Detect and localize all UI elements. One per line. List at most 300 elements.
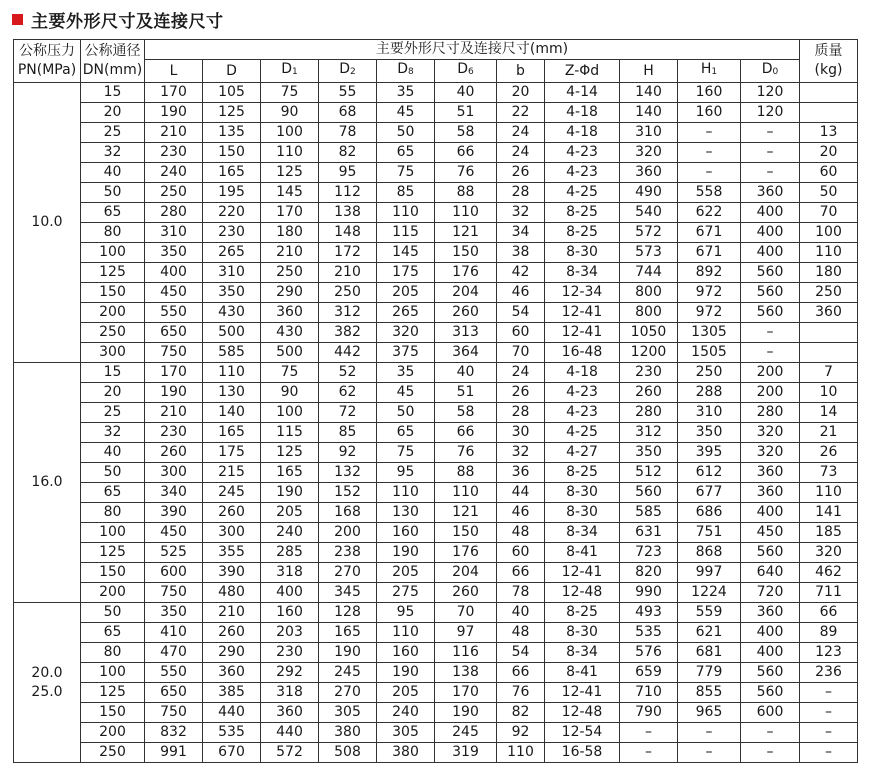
dimension-cell: 470 <box>145 643 203 663</box>
dimension-cell: 16-48 <box>545 343 620 363</box>
dimension-cell: 75 <box>261 363 319 383</box>
dimension-cell: 92 <box>319 443 377 463</box>
dimension-cell: 576 <box>620 643 678 663</box>
mass-cell: 320 <box>800 543 858 563</box>
dimension-cell: 360 <box>741 463 800 483</box>
table-row <box>14 403 858 423</box>
dimension-cell: 145 <box>261 183 319 203</box>
column-header <box>678 60 741 83</box>
dimension-cell: – <box>741 163 800 183</box>
dn-cell: 25 <box>81 123 145 143</box>
column-header <box>741 60 800 83</box>
dimension-cell: 190 <box>145 383 203 403</box>
dimension-cell: 360 <box>741 183 800 203</box>
title-bar <box>12 6 224 32</box>
column-header-label: D <box>457 61 469 77</box>
mass-cell: – <box>800 683 858 703</box>
dimension-cell: 400 <box>741 503 800 523</box>
dimension-cell: 390 <box>203 563 261 583</box>
dimension-cell: 121 <box>435 223 497 243</box>
dimension-cell: 204 <box>435 563 497 583</box>
dimension-cell: 800 <box>620 303 678 323</box>
dimension-cell: 312 <box>620 423 678 443</box>
dimension-cell: 120 <box>741 83 800 103</box>
dimension-cell: 70 <box>497 343 545 363</box>
dimension-cell: 290 <box>203 643 261 663</box>
table-row <box>14 683 858 703</box>
dimension-cell: 8-30 <box>545 623 620 643</box>
dimension-cell: 250 <box>678 363 741 383</box>
pn-cell <box>14 83 81 363</box>
dimension-cell: 22 <box>497 103 545 123</box>
dimension-cell: 360 <box>203 663 261 683</box>
dimension-cell: 779 <box>678 663 741 683</box>
dimension-cell: – <box>678 723 741 743</box>
dn-cell: 150 <box>81 563 145 583</box>
dimension-cell: 245 <box>203 483 261 503</box>
table-row <box>14 743 858 763</box>
dimension-cell: 170 <box>261 203 319 223</box>
mass-cell <box>800 83 858 103</box>
dimension-cell: 573 <box>620 243 678 263</box>
dimension-cell: 290 <box>261 283 319 303</box>
dimension-cell: 622 <box>678 203 741 223</box>
dimension-cell: 671 <box>678 223 741 243</box>
dn-cell: 32 <box>81 423 145 443</box>
dimension-cell: 66 <box>497 563 545 583</box>
dimension-cell: 8-30 <box>545 243 620 263</box>
pn-cell <box>14 363 81 603</box>
mass-cell: – <box>800 703 858 723</box>
dimension-cell: 260 <box>435 303 497 323</box>
dimension-cell: 28 <box>497 403 545 423</box>
dimension-cell: 200 <box>319 523 377 543</box>
dimension-cell: 160 <box>377 523 435 543</box>
dimension-cell: 380 <box>319 723 377 743</box>
dn-cell: 20 <box>81 103 145 123</box>
dimension-cell: – <box>678 743 741 763</box>
column-header <box>203 60 261 83</box>
column-header <box>377 60 435 83</box>
dimension-cell: 120 <box>741 103 800 123</box>
dimension-cell: 75 <box>377 163 435 183</box>
dimension-cell: 450 <box>741 523 800 543</box>
dimension-cell: 205 <box>377 563 435 583</box>
table-row <box>14 463 858 483</box>
dimension-cell: 832 <box>145 723 203 743</box>
table-row <box>14 83 858 103</box>
dimension-cell: 410 <box>145 623 203 643</box>
dimension-cell: 165 <box>203 423 261 443</box>
dn-header-line2: DN(mm) <box>82 62 143 78</box>
dn-cell: 200 <box>81 583 145 603</box>
dimension-cell: 12-34 <box>545 283 620 303</box>
dimension-cell: 4-14 <box>545 83 620 103</box>
mass-cell: 10 <box>800 383 858 403</box>
dimension-cell: 46 <box>497 503 545 523</box>
dimension-cell: 4-18 <box>545 123 620 143</box>
dimension-cell: 38 <box>497 243 545 263</box>
table-row <box>14 623 858 643</box>
dimension-cell: 360 <box>620 163 678 183</box>
dimension-cell: 292 <box>261 663 319 683</box>
dimension-cell: 320 <box>741 423 800 443</box>
dimension-cell: 560 <box>741 543 800 563</box>
dimension-cell: 245 <box>435 723 497 743</box>
dimension-cell: 390 <box>145 503 203 523</box>
dimension-cell: 650 <box>145 683 203 703</box>
dimension-cell: 130 <box>203 383 261 403</box>
dimension-cell: 450 <box>145 283 203 303</box>
dimension-cell: 572 <box>620 223 678 243</box>
dimension-cell: 88 <box>435 463 497 483</box>
pn-value: 25.0 <box>31 683 63 700</box>
dimension-cell: 26 <box>497 383 545 403</box>
dimension-cell: 400 <box>741 623 800 643</box>
dimension-cell: 4-23 <box>545 163 620 183</box>
dimension-cell: 138 <box>319 203 377 223</box>
dimension-cell: 245 <box>319 663 377 683</box>
dimension-cell: – <box>741 723 800 743</box>
table-row <box>14 103 858 123</box>
dimension-cell: 275 <box>377 583 435 603</box>
dimension-cell: 260 <box>435 583 497 603</box>
column-header-subscript: 8 <box>408 67 414 77</box>
dimension-cell: 240 <box>377 703 435 723</box>
dn-cell: 80 <box>81 503 145 523</box>
dimension-cell: 1050 <box>620 323 678 343</box>
table-row <box>14 343 858 363</box>
dimension-cell: 670 <box>203 743 261 763</box>
mass-cell: 14 <box>800 403 858 423</box>
column-header <box>545 60 620 83</box>
dn-cell: 125 <box>81 683 145 703</box>
mass-cell: 13 <box>800 123 858 143</box>
dimension-cell: 190 <box>145 103 203 123</box>
dimension-cell: 560 <box>741 683 800 703</box>
dimension-cell: 744 <box>620 263 678 283</box>
column-header-label: D <box>226 62 237 79</box>
table-row <box>14 643 858 663</box>
dimension-cell: 121 <box>435 503 497 523</box>
dimension-cell: 85 <box>319 423 377 443</box>
dimension-cell: 480 <box>203 583 261 603</box>
dimension-cell: 560 <box>620 483 678 503</box>
dimension-cell: 145 <box>377 243 435 263</box>
dn-cell: 250 <box>81 743 145 763</box>
dimension-cell: 44 <box>497 483 545 503</box>
dimension-cell: 600 <box>145 563 203 583</box>
dimension-cell: 66 <box>435 143 497 163</box>
dimension-cell: 70 <box>435 603 497 623</box>
dimension-cell: 4-25 <box>545 183 620 203</box>
dimension-cell: – <box>741 143 800 163</box>
dimension-cell: 285 <box>261 543 319 563</box>
dimension-cell: 65 <box>377 423 435 443</box>
dimension-cell: 442 <box>319 343 377 363</box>
dn-cell: 50 <box>81 603 145 623</box>
dimension-cell: 310 <box>678 403 741 423</box>
dn-cell: 125 <box>81 263 145 283</box>
dimension-cell: 45 <box>377 103 435 123</box>
dimension-cell: 90 <box>261 103 319 123</box>
dimension-cell: 4-18 <box>545 103 620 123</box>
dimension-cell: 60 <box>497 543 545 563</box>
dn-cell: 150 <box>81 283 145 303</box>
table-row <box>14 263 858 283</box>
dimension-cell: 585 <box>203 343 261 363</box>
table-row <box>14 223 858 243</box>
dimension-cell: 12-41 <box>545 563 620 583</box>
dimension-cell: 260 <box>145 443 203 463</box>
dimension-cell: 40 <box>435 363 497 383</box>
table-row <box>14 143 858 163</box>
dimension-cell: 112 <box>319 183 377 203</box>
dimension-cell: 65 <box>377 143 435 163</box>
dimension-cell: 868 <box>678 543 741 563</box>
dimension-cell: 8-25 <box>545 223 620 243</box>
dimension-cell: – <box>678 143 741 163</box>
dimension-cell: 4-27 <box>545 443 620 463</box>
dimension-cell: 350 <box>678 423 741 443</box>
dimension-cell: 320 <box>741 443 800 463</box>
dn-cell: 100 <box>81 663 145 683</box>
dimension-cell: 400 <box>741 223 800 243</box>
dimension-cell: – <box>741 323 800 343</box>
dimension-cell: 24 <box>497 143 545 163</box>
dimension-cell: 190 <box>261 483 319 503</box>
dimension-cell: 671 <box>678 243 741 263</box>
dimension-cell: 152 <box>319 483 377 503</box>
dimension-cell: 750 <box>145 703 203 723</box>
dimension-cell: 165 <box>261 463 319 483</box>
table-row <box>14 123 858 143</box>
dimension-cell: 168 <box>319 503 377 523</box>
dimension-cell: 350 <box>145 603 203 623</box>
dimension-cell: 650 <box>145 323 203 343</box>
dimension-cell: 125 <box>203 103 261 123</box>
column-header-label: H <box>643 62 654 79</box>
dimension-cell: 288 <box>678 383 741 403</box>
dimension-cell: 12-41 <box>545 323 620 343</box>
dimension-cell: 110 <box>497 743 545 763</box>
table-row <box>14 603 858 623</box>
mass-cell: 73 <box>800 463 858 483</box>
mass-cell <box>800 323 858 343</box>
mass-cell: 250 <box>800 283 858 303</box>
dimension-cell: 310 <box>203 263 261 283</box>
column-header <box>497 60 545 83</box>
dimension-cell: 92 <box>497 723 545 743</box>
dimension-cell: 800 <box>620 283 678 303</box>
table-row <box>14 383 858 403</box>
mass-cell: 123 <box>800 643 858 663</box>
dimension-cell: 305 <box>319 703 377 723</box>
dimension-cell: 631 <box>620 523 678 543</box>
table-row <box>14 443 858 463</box>
dimension-cell: 75 <box>261 83 319 103</box>
dn-cell: 50 <box>81 183 145 203</box>
dimension-cell: 400 <box>741 643 800 663</box>
dimension-cell: 204 <box>435 283 497 303</box>
dimension-cell: 892 <box>678 263 741 283</box>
mass-cell: 360 <box>800 303 858 323</box>
dimension-cell: 76 <box>435 443 497 463</box>
dimension-cell: 42 <box>497 263 545 283</box>
dimension-cell: 34 <box>497 223 545 243</box>
dimension-cell: 220 <box>203 203 261 223</box>
mass-cell: 180 <box>800 263 858 283</box>
dimension-cell: 215 <box>203 463 261 483</box>
dn-cell: 40 <box>81 163 145 183</box>
dimension-cell: 4-23 <box>545 403 620 423</box>
dn-cell: 100 <box>81 243 145 263</box>
dimension-cell: 500 <box>261 343 319 363</box>
dimension-cell: 110 <box>203 363 261 383</box>
dimension-cell: 116 <box>435 643 497 663</box>
dimension-cell: 52 <box>319 363 377 383</box>
dimension-cell: 612 <box>678 463 741 483</box>
column-header <box>435 60 497 83</box>
mass-cell: 21 <box>800 423 858 443</box>
mass-cell: 236 <box>800 663 858 683</box>
dimension-cell: 310 <box>620 123 678 143</box>
dimension-cell: 677 <box>678 483 741 503</box>
dimension-cell: 559 <box>678 603 741 623</box>
mass-cell: 7 <box>800 363 858 383</box>
dimension-cell: 46 <box>497 283 545 303</box>
dimension-cell: 190 <box>377 663 435 683</box>
dimension-cell: 176 <box>435 543 497 563</box>
dimension-cell: 345 <box>319 583 377 603</box>
dimension-cell: 585 <box>620 503 678 523</box>
dimension-cell: 68 <box>319 103 377 123</box>
dimension-cell: 270 <box>319 563 377 583</box>
dimension-cell: 300 <box>145 463 203 483</box>
dimension-cell: 54 <box>497 303 545 323</box>
dimension-cell: 265 <box>377 303 435 323</box>
dimension-cell: – <box>741 123 800 143</box>
dimension-cell: 16-58 <box>545 743 620 763</box>
mass-cell: 89 <box>800 623 858 643</box>
dimension-cell: 490 <box>620 183 678 203</box>
dimension-cell: 30 <box>497 423 545 443</box>
dn-cell: 200 <box>81 723 145 743</box>
dimension-cell: 50 <box>377 403 435 423</box>
mass-cell: 50 <box>800 183 858 203</box>
mass-cell: 60 <box>800 163 858 183</box>
dimension-cell: 175 <box>377 263 435 283</box>
dimension-cell: 125 <box>261 163 319 183</box>
dimension-cell: 820 <box>620 563 678 583</box>
dimension-cell: 280 <box>741 403 800 423</box>
dimension-cell: 170 <box>435 683 497 703</box>
dimension-cell: 375 <box>377 343 435 363</box>
dimension-cell: 250 <box>145 183 203 203</box>
mass-cell: 20 <box>800 143 858 163</box>
pn-value: 20.0 <box>31 664 63 681</box>
table-row <box>14 323 858 343</box>
dimension-cell: 78 <box>319 123 377 143</box>
dn-cell: 100 <box>81 523 145 543</box>
dimension-cell: 135 <box>203 123 261 143</box>
dimension-cell: 36 <box>497 463 545 483</box>
column-header <box>145 60 203 83</box>
table-row <box>14 483 858 503</box>
dimension-cell: 160 <box>678 83 741 103</box>
dimension-cell: 300 <box>203 523 261 543</box>
dimension-cell: 40 <box>497 603 545 623</box>
column-header <box>261 60 319 83</box>
dimension-cell: 720 <box>741 583 800 603</box>
dn-cell: 25 <box>81 403 145 423</box>
mass-cell: 185 <box>800 523 858 543</box>
dimension-cell: 260 <box>203 623 261 643</box>
dimension-cell: 512 <box>620 463 678 483</box>
dimension-cell: 66 <box>435 423 497 443</box>
dimension-cell: 558 <box>678 183 741 203</box>
table-row <box>14 163 858 183</box>
dimension-cell: 150 <box>435 523 497 543</box>
dimension-cell: 230 <box>145 423 203 443</box>
dimension-cell: 440 <box>203 703 261 723</box>
dimension-cell: 750 <box>145 343 203 363</box>
column-header-subscript: 1 <box>292 67 298 77</box>
dn-cell: 50 <box>81 463 145 483</box>
dimension-cell: 265 <box>203 243 261 263</box>
dn-cell: 250 <box>81 323 145 343</box>
dimension-cell: 280 <box>145 203 203 223</box>
dimension-cell: 991 <box>145 743 203 763</box>
dimension-cell: 8-30 <box>545 503 620 523</box>
dimension-cell: 55 <box>319 83 377 103</box>
dimension-cell: 90 <box>261 383 319 403</box>
dn-cell: 40 <box>81 443 145 463</box>
dimension-cell: 95 <box>377 603 435 623</box>
dimensions-group-header: 主要外形尺寸及连接尺寸(mm) <box>145 40 800 60</box>
dimension-cell: 385 <box>203 683 261 703</box>
pn-value: 16.0 <box>31 474 63 490</box>
dimension-cell: 380 <box>377 743 435 763</box>
dimension-cell: 148 <box>319 223 377 243</box>
dimension-cell: 230 <box>261 643 319 663</box>
table-row <box>14 703 858 723</box>
column-header-subscript: 6 <box>468 67 474 77</box>
dn-cell: 15 <box>81 83 145 103</box>
dimension-cell: 110 <box>435 203 497 223</box>
dimension-cell: 190 <box>377 543 435 563</box>
dimension-cell: 12-41 <box>545 683 620 703</box>
dn-cell: 65 <box>81 623 145 643</box>
dimension-cell: 621 <box>678 623 741 643</box>
dn-cell: 125 <box>81 543 145 563</box>
dimension-cell: 105 <box>203 83 261 103</box>
dimension-cell: – <box>678 163 741 183</box>
dimension-cell: 319 <box>435 743 497 763</box>
dimension-cell: 8-25 <box>545 463 620 483</box>
dimension-cell: 990 <box>620 583 678 603</box>
dimension-cell: 382 <box>319 323 377 343</box>
dimension-cell: 175 <box>203 443 261 463</box>
dimension-cell: 659 <box>620 663 678 683</box>
dimension-cell: 270 <box>319 683 377 703</box>
dimension-cell: 50 <box>377 123 435 143</box>
dimension-cell: 493 <box>620 603 678 623</box>
dimension-cell: 12-48 <box>545 583 620 603</box>
dimension-cell: 318 <box>261 683 319 703</box>
dimension-cell: 8-34 <box>545 643 620 663</box>
mass-header-line1: 质量 <box>814 43 843 59</box>
